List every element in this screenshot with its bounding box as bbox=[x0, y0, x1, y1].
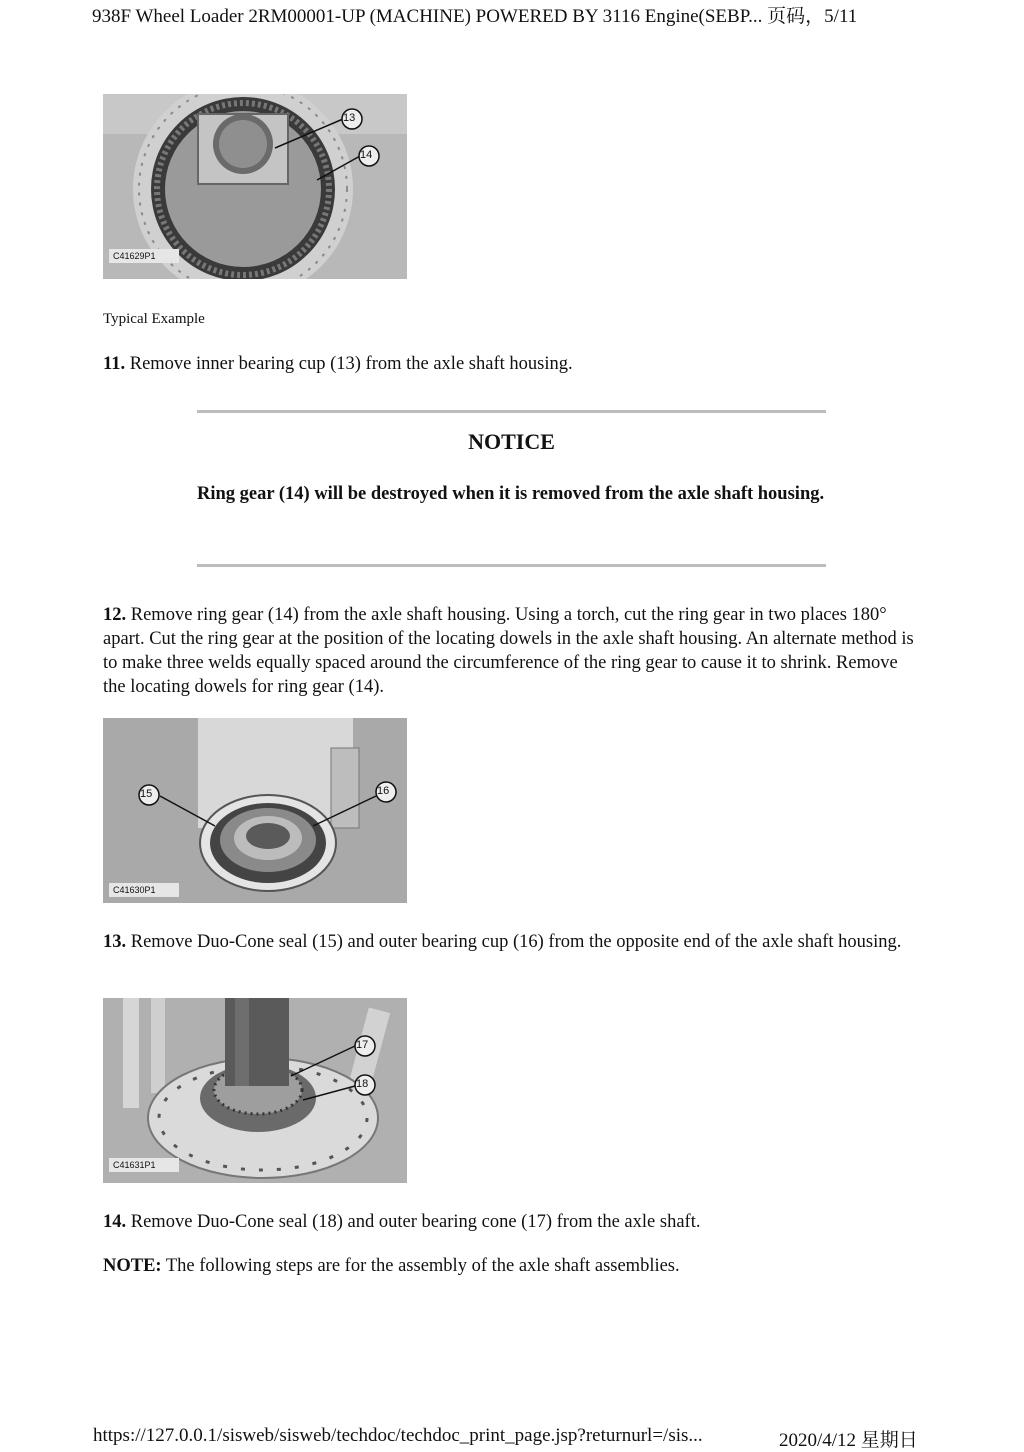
callout-17: 17 bbox=[356, 1039, 369, 1051]
callout-14: 14 bbox=[360, 149, 373, 161]
step-text: Remove inner bearing cup (13) from the axle shaft housing. bbox=[125, 354, 573, 374]
figure-caption: Typical Example bbox=[103, 311, 205, 327]
callout-16: 16 bbox=[377, 785, 390, 797]
figure-id: C41629P1 bbox=[113, 251, 156, 261]
notice-text: Ring gear (14) will be destroyed when it is removed from the axle shaft housing. bbox=[197, 484, 825, 504]
step-text: Remove Duo-Cone seal (15) and outer bearing cup (16) from the opposite end of the axle shaft housing. bbox=[126, 932, 902, 952]
step-13 bbox=[103, 930, 923, 954]
figure-id: C41630P1 bbox=[113, 885, 156, 895]
step-14 bbox=[103, 1210, 923, 1234]
notice-bottom-rule bbox=[197, 564, 826, 567]
callout-18: 18 bbox=[356, 1078, 369, 1090]
step-12 bbox=[103, 603, 923, 699]
note-label: NOTE: bbox=[103, 1256, 162, 1276]
notice-top-rule bbox=[197, 410, 826, 413]
figure-seal-bearing-cup-photo bbox=[103, 718, 407, 903]
step-number: 11. bbox=[103, 354, 126, 374]
figure-ring-gear-photo bbox=[103, 94, 407, 279]
notice-title: NOTICE bbox=[468, 429, 555, 454]
step-number: 12. bbox=[103, 605, 127, 625]
callout-13: 13 bbox=[343, 112, 356, 124]
step-number: 13. bbox=[103, 932, 127, 952]
footer-url: https://127.0.0.1/sisweb/sisweb/techdoc/techdoc_print_page.jsp?returnurl=/sis... bbox=[93, 1425, 703, 1446]
note-text: The following steps are for the assembly of the axle shaft assemblies. bbox=[161, 1256, 680, 1276]
callout-15: 15 bbox=[140, 788, 153, 800]
step-text: Remove ring gear (14) from the axle shaft housing. Using a torch, cut the ring gear in two places 180° apart. Cut the ring gear at the position of the locating dowels in the axle shaft housing. An alternate method is to make three welds equally spaced around the circumference of the ring gear to cause it to shrink. Remove the locating dowels for ring gear (14). bbox=[103, 605, 914, 697]
page-header: 938F Wheel Loader 2RM00001-UP (MACHINE) POWERED BY 3116 Engine(SEBP... 页码，5/11 bbox=[92, 6, 858, 27]
assembly-note bbox=[103, 1254, 923, 1278]
figure-axle-shaft-photo bbox=[103, 998, 407, 1183]
footer-date: 2020/4/12 星期日 bbox=[779, 1430, 918, 1451]
step-number: 14. bbox=[103, 1212, 127, 1232]
figure-id: C41631P1 bbox=[113, 1160, 156, 1170]
step-text: Remove Duo-Cone seal (18) and outer bearing cone (17) from the axle shaft. bbox=[126, 1212, 701, 1232]
step-11 bbox=[103, 352, 923, 376]
